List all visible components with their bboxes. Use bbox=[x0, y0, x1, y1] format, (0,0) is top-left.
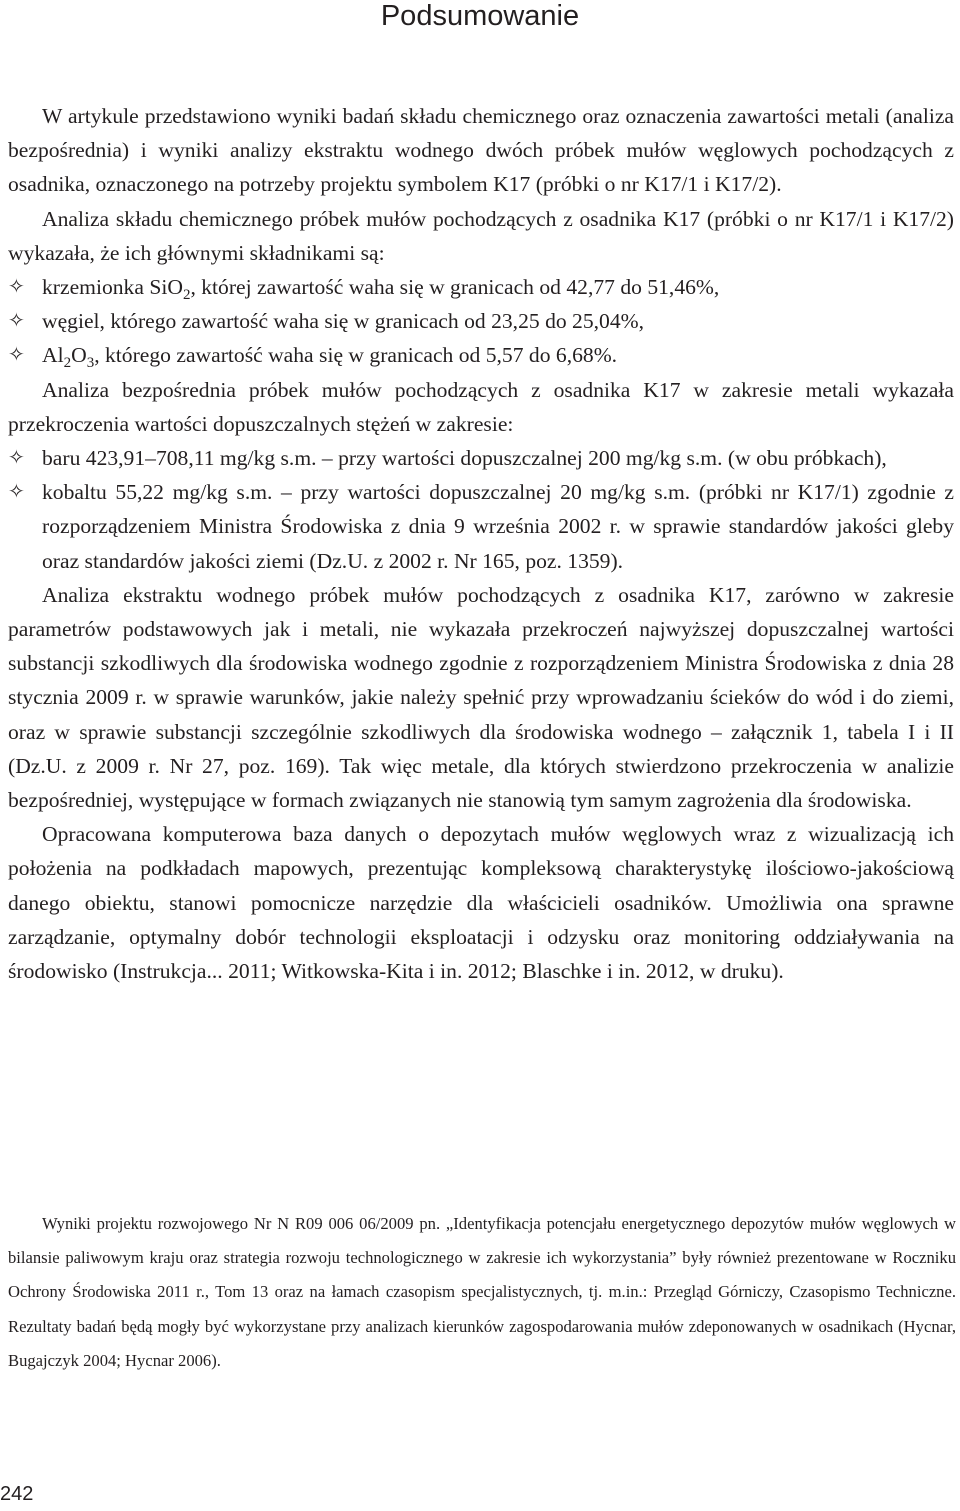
paragraph-metals: Analiza bezpośrednia próbek mułów pochodzących z osadnika K17 w zakresie metali wykazała przekroczenia wartości dopuszczalnych stężeń w zakresie: bbox=[8, 377, 954, 436]
bullet-alumina bbox=[8, 338, 954, 372]
bullet-carbon bbox=[8, 304, 954, 338]
bullet-diamond-icon: ✧ bbox=[8, 481, 25, 504]
bullet-cobalt-text: kobaltu 55,22 mg/kg s.m. – przy wartości dopuszczalnej 20 mg/kg s.m. (próbki nr K17/1) zgodnie z rozporządzeniem Ministra Środowiska z dnia 9 września 2002 r. w sprawie standardów jakości gleby oraz standardów jakości ziemi (Dz.U. z 2002 r. Nr 165, poz. 1359). bbox=[42, 480, 954, 573]
bullet-alumina-rest: , którego zawartość waha się w granicach od 5,57 do 6,68%. bbox=[94, 343, 618, 368]
bullet-alumina-al: Al bbox=[42, 343, 64, 368]
bullet-silica-text: krzemionka SiO bbox=[42, 275, 183, 300]
bullet-diamond-icon: ✧ bbox=[8, 276, 25, 299]
bullet-alumina-o: O bbox=[71, 343, 87, 368]
bullet-silica-rest: , której zawartość waha się w granicach od 42,77 do 51,46%, bbox=[190, 275, 720, 300]
bullet-barium bbox=[8, 441, 954, 475]
summary-body bbox=[8, 99, 954, 988]
paragraph-composition: Analiza składu chemicznego próbek mułów pochodzących z osadnika K17 (próbki o nr K17/1 i K17/2) wykazała, że ich głównymi składnikami są: bbox=[8, 206, 954, 265]
subscript: 2 bbox=[182, 287, 191, 304]
bullet-carbon-text: węgiel, którego zawartość waha się w granicach od 23,25 do 25,04%, bbox=[42, 309, 645, 334]
paragraph-extract: Analiza ekstraktu wodnego próbek mułów pochodzących z osadnika K17, zarówno w zakresie parametrów podstawowych jak i metali, nie wykazała przekroczeń najwyższej dopuszczalnej wartości substancji szkodliwych dla środowiska wodnego zgodnie z rozporządzeniem Ministra Środowiska z dnia 28 stycznia 2009 r. w sprawie warunków, jakie należy spełnić przy wprowadzaniu ścieków do wód i do ziemi, oraz w sprawie substancji szczególnie szkodliwych dla środowiska wodnego – załącznik 1, tabela I i II (Dz.U. z 2009 r. Nr 27, poz. 169). Tak więc metale, dla których stwierdzono przekroczenia w analizie bezpośredniej, występujące w formach związanych nie stanowią tym samym zagrożenia dla środowiska. bbox=[8, 582, 954, 813]
subscript: 2 bbox=[63, 355, 72, 372]
bullet-silica bbox=[8, 270, 954, 304]
footnote-text: Wyniki projektu rozwojowego Nr N R09 006 06/2009 pn. „Identyfikacja potencjału energetycznego depozytów mułów węglowych w bilansie paliwowym kraju oraz strategia rozwoju technologicznego w zakresie ich wykorzystania” były również prezentowane w Roczniku Ochrony Środowiska 2011 r., Tom 13 oraz na łamach czasopism specjalistycznych, tj. m.in.: Przegląd Górniczy, Czasopismo Techniczne. Rezultaty badań będą mogły być wykorzystane przy analizach kierunków zagospodarowania mułów zdeponowanych w osadnikach (Hycnar, Bugajczyk 2004; Hycnar 2006). bbox=[8, 1214, 956, 1370]
bullet-diamond-icon: ✧ bbox=[8, 447, 25, 470]
subscript: 3 bbox=[86, 355, 95, 372]
bullet-diamond-icon: ✧ bbox=[8, 344, 25, 367]
bullet-barium-text: baru 423,91–708,11 mg/kg s.m. – przy wartości dopuszczalnej 200 mg/kg s.m. (w obu próbkach), bbox=[42, 446, 887, 471]
paragraph-intro: W artykule przedstawiono wyniki badań składu chemicznego oraz oznaczenia zawartości metali (analiza bezpośrednia) i wyniki analizy ekstraktu wodnego dwóch próbek mułów węglowych pochodzących z osadnika, oznaczonego na potrzeby projektu symbolem K17 (próbki o nr K17/1 i K17/2). bbox=[8, 104, 954, 197]
page-title: Podsumowanie bbox=[380, 0, 580, 32]
bullet-diamond-icon: ✧ bbox=[8, 310, 25, 333]
bullet-cobalt bbox=[8, 475, 954, 578]
page-number: 242 bbox=[0, 1483, 34, 1505]
footnote bbox=[8, 1207, 956, 1378]
paragraph-database: Opracowana komputerowa baza danych o depozytach mułów węglowych wraz z wizualizacją ich położenia na podkładach mapowych, prezentując kompleksową charakterystykę ilościowo-jakościową danego obiektu, stanowi pomocnicze narzędzie dla właścicieli osadników. Umożliwia ona sprawne zarządzanie, optymalny dobór technologii eksploatacji i odzysku oraz monitoring oddziaływania na środowisko (Instrukcja... 2011; Witkowska-Kita i in. 2012; Blaschke i in. 2012, w druku). bbox=[8, 822, 954, 984]
